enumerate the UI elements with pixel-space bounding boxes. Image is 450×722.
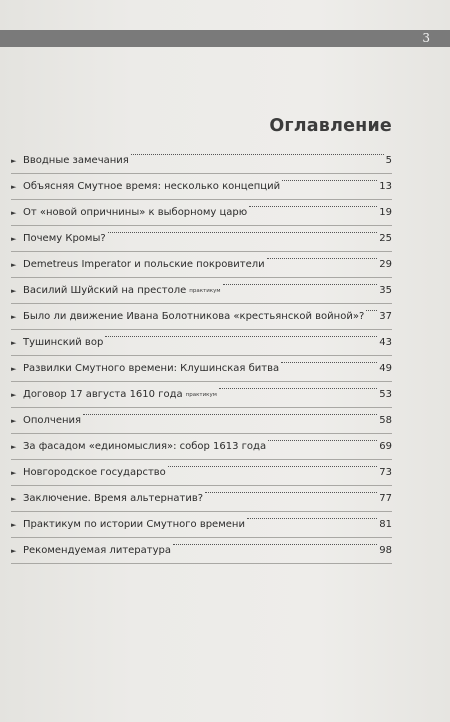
toc-item: [11, 336, 392, 362]
toc-item-page: 25: [379, 233, 392, 244]
triangle-right-icon: ►: [11, 209, 17, 217]
toc-item: [11, 206, 392, 232]
triangle-right-icon: ►: [11, 521, 17, 529]
toc-item-leader: [205, 492, 377, 493]
toc-item: [11, 154, 392, 180]
triangle-right-icon: ►: [11, 287, 17, 295]
toc-item-leader: [281, 362, 377, 363]
header-bar: [0, 30, 450, 47]
toc-item: [11, 258, 392, 284]
toc-item: [11, 492, 392, 518]
toc-title: Оглавление: [269, 116, 392, 136]
toc-item-label: Тушинский вор: [23, 337, 104, 348]
triangle-right-icon: ►: [11, 417, 17, 425]
triangle-right-icon: ►: [11, 469, 17, 477]
toc-item-leader: [168, 466, 377, 467]
triangle-right-icon: ►: [11, 547, 17, 555]
toc-item: [11, 466, 392, 492]
toc-item-label: Практикум по истории Смутного времени: [23, 519, 245, 530]
toc-item-label: Василий Шуйский на престоле: [23, 285, 187, 296]
toc-item-leader: [173, 544, 377, 545]
toc-item-label: Объясняя Смутное время: несколько концепций: [23, 181, 281, 192]
toc-item-leader: [108, 232, 378, 233]
toc-item: [11, 388, 392, 414]
triangle-right-icon: ►: [11, 391, 17, 399]
toc-item: [11, 232, 392, 258]
toc-item-label: Заключение. Время альтернатив?: [23, 493, 204, 504]
toc-item-leader: [267, 258, 378, 259]
toc-item-badge: практикум: [185, 392, 217, 398]
triangle-right-icon: ►: [11, 235, 17, 243]
toc-item-page: 77: [379, 493, 392, 504]
toc-item-page: 69: [379, 441, 392, 452]
toc-item-leader: [131, 154, 384, 155]
toc-item-page: 29: [379, 259, 392, 270]
toc-item-page: 35: [379, 285, 392, 296]
triangle-right-icon: ►: [11, 495, 17, 503]
toc-item-label: Новгородское государство: [23, 467, 166, 478]
toc-item: [11, 440, 392, 466]
toc-item-leader: [268, 440, 377, 441]
toc-item-label: За фасадом «единомыслия»: собор 1613 года: [23, 441, 267, 452]
toc-item-leader: [83, 414, 377, 415]
toc-item-page: 73: [379, 467, 392, 478]
toc-item-page: 13: [379, 181, 392, 192]
toc-item-badge: практикум: [189, 288, 221, 294]
toc-item-page: 43: [379, 337, 392, 348]
toc-item-leader: [366, 310, 377, 311]
toc-item-page: 37: [379, 311, 392, 322]
toc-item-page: 19: [379, 207, 392, 218]
toc-item-page: 49: [379, 363, 392, 374]
toc-item-label: Было ли движение Ивана Болотникова «крестьянской войной»?: [23, 311, 365, 322]
triangle-right-icon: ►: [11, 313, 17, 321]
toc-item-leader: [247, 518, 377, 519]
page-number: 3: [422, 31, 430, 45]
toc-item-label: Рекомендуемая литература: [23, 545, 171, 556]
toc-item: [11, 310, 392, 336]
triangle-right-icon: ►: [11, 365, 17, 373]
toc-item-leader: [219, 388, 377, 389]
toc-item-label: Почему Кромы?: [23, 233, 106, 244]
toc-item-label: Договор 17 августа 1610 года: [23, 389, 183, 400]
toc-item-leader: [223, 284, 378, 285]
toc-item-page: 5: [385, 155, 392, 166]
toc-item-leader: [105, 336, 377, 337]
toc-item: [11, 180, 392, 206]
toc-item-page: 81: [379, 519, 392, 530]
toc-item-label: Развилки Смутного времени: Клушинская битва: [23, 363, 280, 374]
toc-item-label: Demetreus Imperator и польские покровители: [23, 259, 265, 270]
triangle-right-icon: ►: [11, 157, 17, 165]
toc-item-page: 98: [379, 545, 392, 556]
triangle-right-icon: ►: [11, 339, 17, 347]
triangle-right-icon: ►: [11, 443, 17, 451]
toc-item-leader: [282, 180, 377, 181]
toc-item: [11, 518, 392, 544]
toc-item-label: Вводные замечания: [23, 155, 129, 166]
toc-item-page: 53: [379, 389, 392, 400]
toc-item: [11, 544, 392, 570]
triangle-right-icon: ►: [11, 183, 17, 191]
toc-item-label: От «новой опричнины» к выборному царю: [23, 207, 248, 218]
toc-item-leader: [249, 206, 377, 207]
table-of-contents: [11, 154, 392, 570]
toc-item: [11, 362, 392, 388]
toc-item-label: Ополчения: [23, 415, 82, 426]
toc-item: [11, 284, 392, 310]
toc-item-page: 58: [379, 415, 392, 426]
triangle-right-icon: ►: [11, 261, 17, 269]
toc-item: [11, 414, 392, 440]
